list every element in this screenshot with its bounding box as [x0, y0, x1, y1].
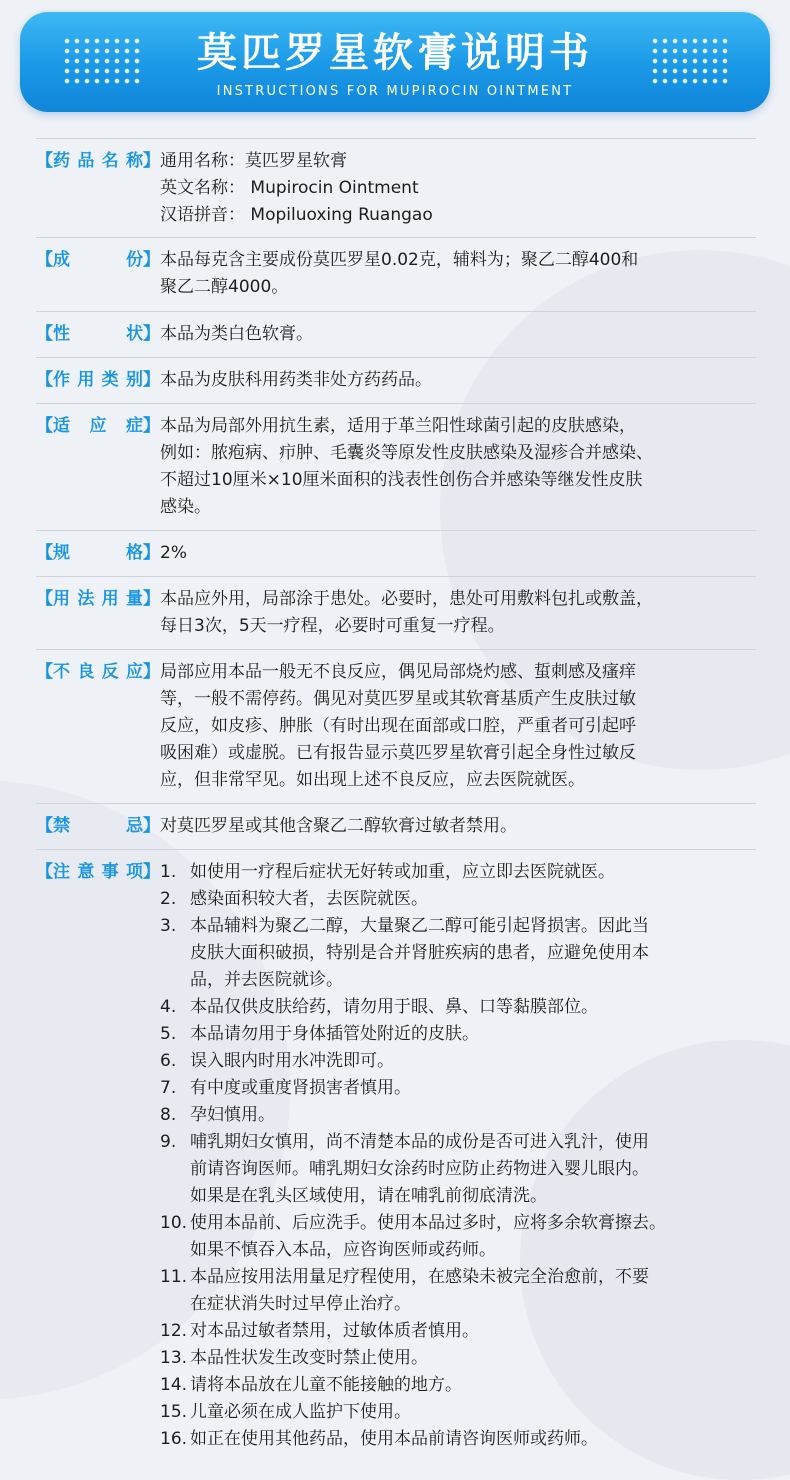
page-title: 莫匹罗星软膏说明书 [197, 30, 593, 76]
section-drug-name [36, 138, 756, 237]
list-item: 10. 使用本品前、后应洗手。使用本品过多时，应将多余软膏擦去。 如果不慎吞入本品，应咨询医师或药师。 [160, 1213, 666, 1260]
list-item: 9. 哺乳期妇女慎用，尚不清楚本品的成份是否可进入乳汁，使用 前请咨询医师。哺乳期妇女涂药时应防止药物进入婴儿眼内。 如果是在乳头区域使用，请在哺乳前彻底清洗。 [160, 1132, 649, 1206]
precautions-list [160, 859, 756, 1453]
header-banner [20, 12, 770, 112]
list-item: 8. 孕妇慎用。 [160, 1105, 275, 1125]
section-appearance [36, 311, 756, 357]
section-contraindications [36, 803, 756, 849]
section-specification [36, 530, 756, 576]
section-text: 本品为局部外用抗生素，适用于革兰阳性球菌引起的皮肤感染， 例如：脓疱病、疖肿、毛囊炎等原发性皮肤感染及湿疹合并感染、 不超过10厘米×10厘米面积的浅表性创伤合并感染等继发性皮肤 感染。 [160, 416, 653, 517]
section-label: 【 禁 忌 】 [36, 816, 160, 836]
page-subtitle: INSTRUCTIONS FOR MUPIROCIN OINTMENT [216, 84, 574, 99]
section-text: 2% [160, 543, 187, 563]
section-text: 对莫匹罗星或其他含聚乙二醇软膏过敏者禁用。 [160, 816, 517, 836]
instructions-body [36, 138, 756, 1453]
section-label: 【 成 份 】 [36, 250, 160, 270]
list-item: 1. 如使用一疗程后症状无好转或加重，应立即去医院就医。 [160, 862, 615, 882]
section-label: 【 注 意 事 项 】 [36, 862, 160, 882]
list-item: 15. 儿童必须在成人监护下使用。 [160, 1402, 411, 1422]
section-label: 【 药 品 名 称 】 [36, 151, 160, 171]
list-item: 2. 感染面积较大者，去医院就医。 [160, 889, 428, 909]
section-category [36, 357, 756, 403]
section-text: 本品为皮肤科用药类非处方药药品。 [160, 370, 432, 390]
list-item: 6. 误入眼内时用水冲洗即可。 [160, 1051, 394, 1071]
list-item: 13. 本品性状发生改变时禁止使用。 [160, 1348, 428, 1368]
section-text: 局部应用本品一般无不良反应，偶见局部烧灼感、蜇刺感及瘙痒 等，一般不需停药。偶见对莫匹罗星或其软膏基质产生皮肤过敏 反应，如皮疹、肿胀（有时出现在面部或口腔，严重者可引起呼 吸困难）或虚脱。已有报告显示莫匹罗星软膏引起全身性过敏反 应，但非常罕见。如出现上述不良反应，应去医院就医。 [160, 662, 636, 790]
section-label: 【 适 应 症 】 [36, 416, 160, 436]
section-text: 本品每克含主要成份莫匹罗星0.02克，辅料为；聚乙二醇400和 聚乙二醇4000。 [160, 250, 639, 297]
section-ingredients [36, 237, 756, 311]
list-item: 11. 本品应按用法用量足疗程使用，在感染未被完全治愈前，不要 在症状消失时过早停止治疗。 [160, 1267, 649, 1314]
section-text: 本品应外用，局部涂于患处。必要时，患处可用敷料包扎或敷盖， 每日3次，5天一疗程，必要时可重复一疗程。 [160, 589, 653, 636]
section-text: 通用名称：莫匹罗星软膏 英文名称： Mupirocin Ointment 汉语拼音： Mopiluoxing Ruangao [160, 151, 433, 225]
list-item: 4. 本品仅供皮肤给药，请勿用于眼、鼻、口等黏膜部位。 [160, 997, 598, 1017]
list-item: 7. 有中度或重度肾损害者慎用。 [160, 1078, 411, 1098]
section-label: 【 作 用 类 别 】 [36, 370, 160, 390]
list-item: 12. 对本品过敏者禁用，过敏体质者慎用。 [160, 1321, 479, 1341]
list-item: 5. 本品请勿用于身体插管处附近的皮肤。 [160, 1024, 479, 1044]
list-item: 16. 如正在使用其他药品，使用本品前请咨询医师或药师。 [160, 1429, 598, 1449]
list-item: 3. 本品辅料为聚乙二醇，大量聚乙二醇可能引起肾损害。因此当 皮肤大面积破损，特别是合并肾脏疾病的患者，应避免使用本 品，并去医院就诊。 [160, 916, 649, 990]
section-label: 【 不 良 反 应 】 [36, 662, 160, 682]
section-indications [36, 403, 756, 530]
section-text: 本品为类白色软膏。 [160, 324, 313, 344]
section-label: 【 规 格 】 [36, 543, 160, 563]
section-label: 【 用 法 用 量 】 [36, 589, 160, 609]
section-adverse-reactions [36, 649, 756, 803]
section-precautions [36, 849, 756, 1453]
section-label: 【 性 状 】 [36, 324, 160, 344]
list-item: 14. 请将本品放在儿童不能接触的地方。 [160, 1375, 462, 1395]
section-dosage [36, 576, 756, 649]
